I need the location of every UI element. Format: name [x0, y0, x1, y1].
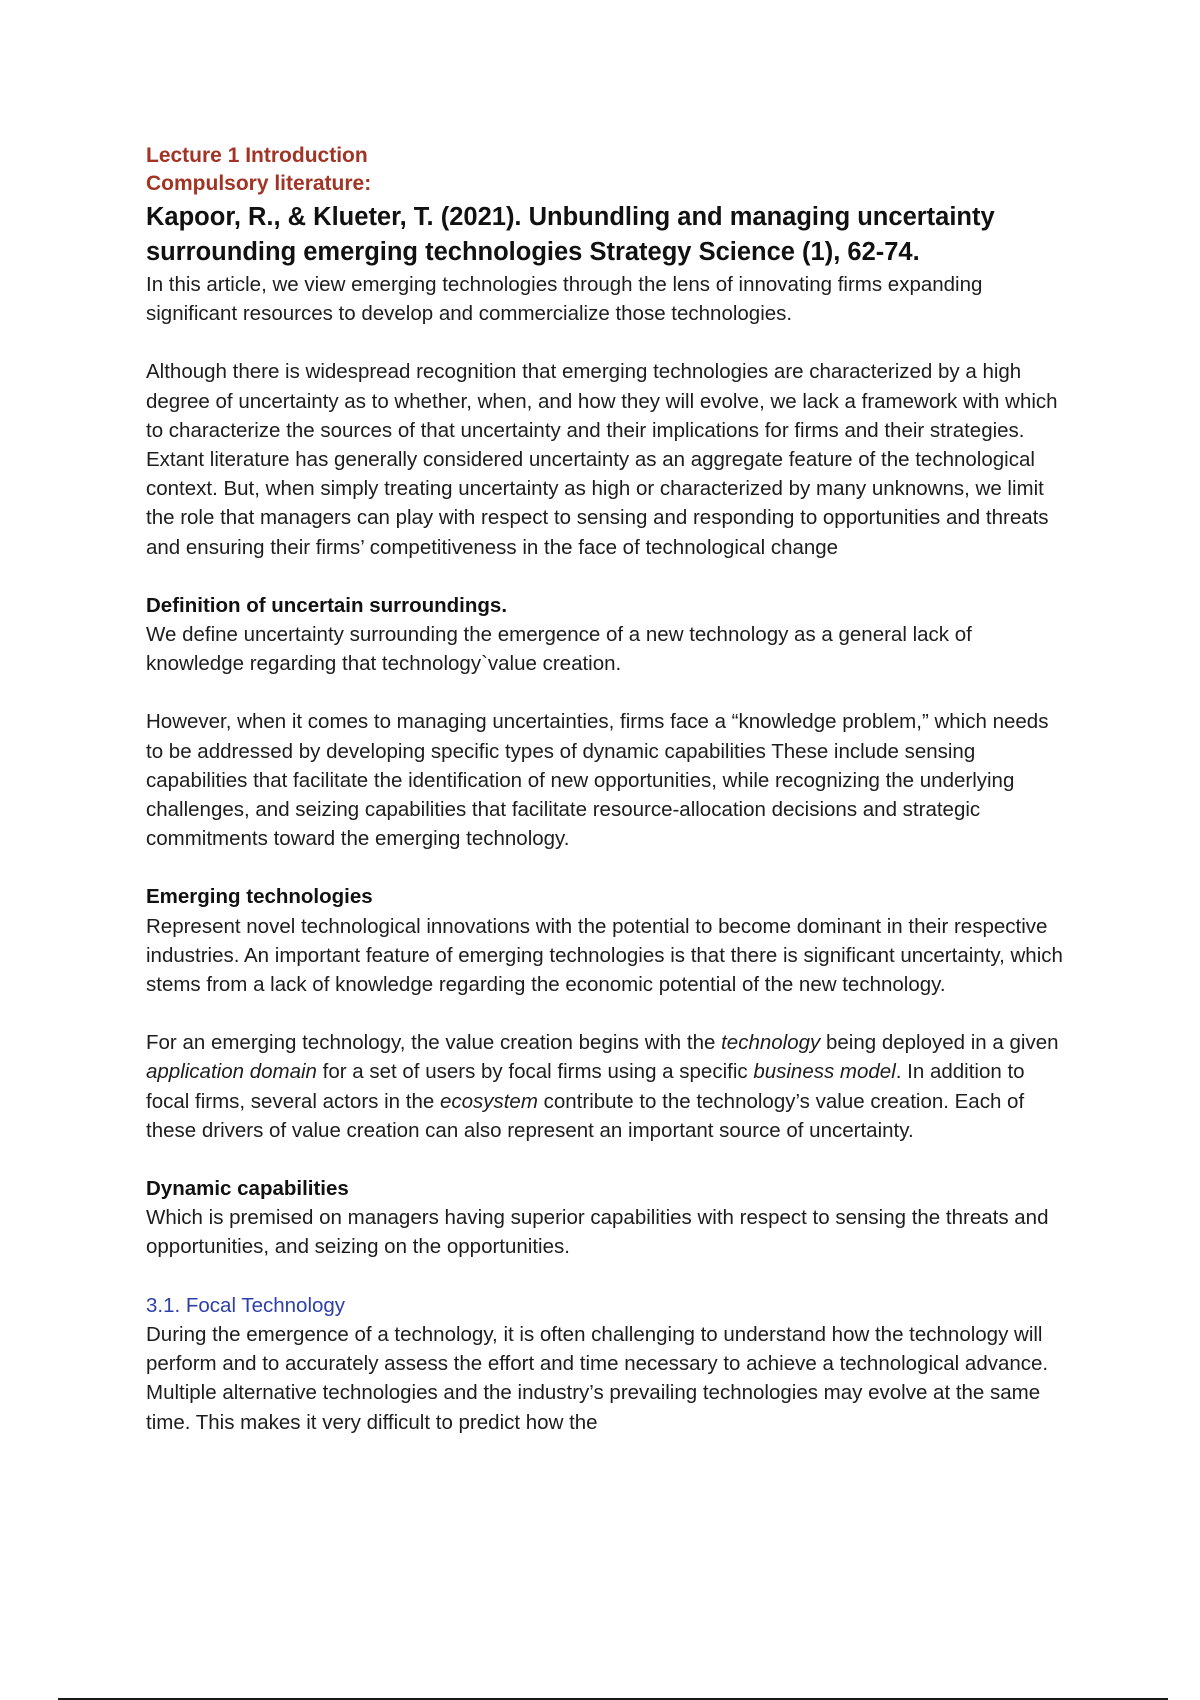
- value-creation-text-1: For an emerging technology, the value creation begins with the: [146, 1031, 722, 1055]
- application-domain-term: application domain: [146, 1060, 317, 1084]
- definition-heading: Definition of uncertain surroundings.: [146, 593, 508, 617]
- intro-paragraph: In this article, we view emerging technologies through the lens of innovating firms expanding significant resources to develop and commercialize those technologies.: [146, 273, 983, 326]
- value-creation-text-3: for a set of users by focal firms using a specific: [316, 1060, 754, 1084]
- dynamic-capabilities-paragraph: Which is premised on managers having superior capabilities with respect to sensing the threats and opportunities, and seizing on the opportunities.: [146, 1206, 1049, 1259]
- business-model-term: business model: [753, 1060, 896, 1084]
- value-creation-text-5: contribute to the technology’s value creation. Each of these drivers of value creation can also represent an important source of uncertainty.: [146, 1089, 1025, 1142]
- citation: Kapoor, R., & Klueter, T. (2021). Unbundling and managing uncertainty surrounding emerging technologies Strategy Science (1), 62-74.: [146, 203, 995, 266]
- literature-label: Compulsory literature:: [146, 172, 372, 195]
- dynamic-capabilities-heading: Dynamic capabilities: [146, 1177, 349, 1201]
- focal-technology-heading[interactable]: 3.1. Focal Technology: [146, 1293, 346, 1317]
- focal-technology-paragraph: During the emergence of a technology, it is often challenging to understand how the technology will perform and to accurately assess the effort and time necessary to achieve a technological advance. Multiple alternative technologies and the industry’s prevailing technologies may evolve at the same time. This makes it very difficult to predict how the: [146, 1322, 1049, 1434]
- emerging-heading: Emerging technologies: [146, 885, 373, 909]
- technology-term: technology: [721, 1031, 821, 1055]
- emerging-paragraph: Represent novel technological innovations with the potential to become dominant in their respective industries. An important feature of emerging technologies is that there is significant uncertainty, which stems from a lack of knowledge regarding the economic potential of the new technology.: [146, 914, 1063, 997]
- value-creation-text-4: . In addition to focal firms, several actors in the: [146, 1060, 1025, 1113]
- knowledge-paragraph: However, when it comes to managing uncertainties, firms face a “knowledge problem,” which needs to be addressed by developing specific types of dynamic capabilities These include sensing capabilities that facilitate the identification of new opportunities, while recognizing the underlying challenges, and seizing capabilities that facilitate resource-allocation decisions and strategic commitments toward the emerging technology.: [146, 710, 1049, 851]
- value-creation-paragraph: [146, 1028, 1066, 1145]
- document-page: [146, 142, 1066, 1466]
- ecosystem-term: ecosystem: [439, 1089, 538, 1113]
- value-creation-text-2: being deployed in a given: [820, 1031, 1059, 1055]
- lecture-title: Lecture 1 Introduction: [146, 144, 368, 167]
- recognition-paragraph: Although there is widespread recognition that emerging technologies are characterized by a high degree of uncertainty as to whether, when, and how they will evolve, we lack a framework with which to characterize the sources of that uncertainty and their implications for firms and their strategies. Extant literature has generally considered uncertainty as an aggregate feature of the technological context. But, when simply treating uncertainty as high or characterized by many unknowns, we limit the role that managers can play with respect to sensing and responding to opportunities and threats and ensuring their firms’ competitiveness in the face of technological change: [146, 360, 1058, 559]
- definition-paragraph: We define uncertainty surrounding the emergence of a new technology as a general lack of knowledge regarding that technology`value creation.: [146, 623, 972, 676]
